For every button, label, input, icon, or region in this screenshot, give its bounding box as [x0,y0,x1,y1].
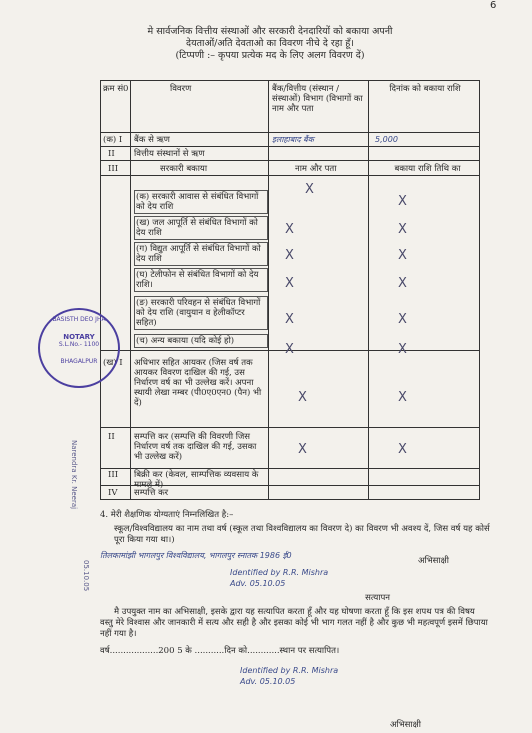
notary-stamp [38,308,120,388]
document-header [110,26,430,62]
sub-row-housing: (क) सरकारी आवास से संबंधित विभागों को देय राशि [134,190,268,214]
x-mark: X [285,276,294,291]
stamp-line-2: NOTARY [63,333,95,341]
stamp-line-1: BASISTH DEO JHA [52,316,106,323]
tax-row-1-desc: अधिभार सहित आयकर (जिस वर्ष तक आयकर विवरण दाखिल की गई, उस निर्धारण वर्ष का भी उल्लेख करें। अपना स्थायी लेखा नम्बर (पी0ए0एन0 (पैन) भी दें) [134,358,262,408]
row-1-amount: 5,000 [375,135,398,144]
tax-row-4-desc: सम्पत्ति कर [134,488,169,498]
row-3-amount: बकाया राशि तिथि का [394,164,461,174]
tax-row-3-num: III [108,470,119,480]
x-mark: X [398,276,407,291]
row-2-desc: वित्तीय संस्थानों से ऋण [134,149,205,159]
liabilities-table [100,80,480,500]
verification-identified-signature: Identified by R.R. Mishra Adv. 05.10.05 [240,666,339,686]
deponent-label: अभिसाक्षी [418,556,449,566]
sub-row-water: (ख) जल आपूर्ति से संबंधित विभागों को देय राशि [134,216,268,240]
sub-row-other: (च) अन्य बकाया (यदि कोई हो) [134,334,268,348]
qualifications-section [100,510,490,730]
col-header-amount: दिनांक को बकाया राशि [389,84,461,94]
x-mark: X [398,312,407,327]
tax-row-1-num: (ख) I [103,358,123,368]
x-mark: X [398,342,407,357]
identified-signature: Identified by R.R. Mishra Adv. 05.10.05 [230,568,329,588]
x-mark: X [398,248,407,263]
sub-row-transport: (ङ) सरकारी परिवहन से संबंधित विभागों को देय राशि (वायुयान व हेलीकॉप्टर सहित) [134,296,268,330]
qualification-entry: तिलकामांझी भागलपुर विश्वविद्यालय, भागलपुर स्नातक 1986 ई0 [100,551,292,560]
stamp-line-4: BHAGALPUR [60,358,98,365]
tax-row-2-num: II [108,432,115,442]
sub-row-electricity: (ग) विद्युत आपूर्ति से संबंधित विभागों को देय राशि [134,242,268,266]
section-4-body: स्कूल/विश्वविद्यालय का नाम तथा वर्ष (स्कूल तथा विश्वविद्यालय का विवरण दे) का विवरण भी अवश्य दें, जिस वर्ष यह कोर्स पूरा किया गया था।) [114,524,490,545]
x-mark: X [305,182,314,197]
x-mark: X [398,442,407,457]
x-mark: X [285,342,294,357]
section-4-heading: 4. मेरी शैक्षणिक योग्यताएं निम्नलिखित है:– [100,510,234,520]
x-mark: X [298,442,307,457]
row-1-desc: बैंक से ऋण [134,135,170,145]
x-mark: X [285,248,294,263]
col-header-bank: बैंक/वित्तीय (संस्थान /संस्थाओं) विभाग (विभागों का नाम और पता [272,84,363,114]
tax-row-4-num: IV [108,488,118,498]
header-line-3: (टिप्पणी :– कृपया प्रत्येक मद के लिए अलग विवरण दें) [175,50,365,61]
verification-deponent-label: अभिसाक्षी [390,720,421,730]
row-3-bank: नाम और पता [295,164,337,174]
row-2-num: II [108,149,115,159]
x-mark: X [398,194,407,209]
side-note-name: Narendra Kr. Neeraj [70,440,78,510]
tax-row-3-desc: बिक्री कर (केवल, साम्पत्तिक व्यवसाय के मामले में) [134,470,259,490]
verification-heading: सत्यापन [365,593,390,603]
verification-body: मै उपयुक्त नाम का अभिसाक्षी, इसके द्वारा यह सत्यापित करता हूँ और यह घोषणा करता हूँ कि इस शपथ पत्र की विषय वस्तु मेरे विश्वास और जानकारी में सत्य और सही है और इसका कोई भी भाग गलत नहीं है और कुछ भी महत्वपूर्ण इसमें छिपाया नहीं गया है। [100,607,488,639]
row-1-bank: इलाहाबाद बैंक [272,135,314,144]
x-mark: X [398,222,407,237]
verification-date-line: वर्ष..................200 5 के ...........दिन को............स्थान पर सत्यापित। [100,646,340,656]
row-3-desc: सरकारी बकाया [160,164,208,174]
stamp-line-3: S.L.No.- 1100 [58,341,100,348]
tax-row-2-desc: सम्पत्ति कर (सम्पत्ति की विवरणी जिस निर्धारण वर्ष तक दाखिल की गई, उसका भी उल्लेख करें) [134,432,257,462]
row-3-num: III [108,164,119,174]
side-note-date: 05.10.05 [82,560,90,592]
col-header-serial: क्रम सं0 [103,84,129,94]
x-mark: X [285,312,294,327]
header-line-2: देयताओं/अति देवताओ का विवरण नीचे दे रहा हूँ। [186,38,354,49]
x-mark: X [398,390,407,405]
page-number: 6 [490,0,497,11]
header-line-1: मे सार्वजनिक वित्तीय संस्थाओं और सरकारी देनदारियों को बकाया अपनी [147,26,393,37]
row-1-num: (क) I [103,135,123,145]
x-mark: X [298,390,307,405]
x-mark: X [285,222,294,237]
sub-row-telephone: (घ) टेलीफोन से संबंधित विभागों को देय राशि। [134,268,268,292]
col-header-description: विवरण [170,84,192,94]
